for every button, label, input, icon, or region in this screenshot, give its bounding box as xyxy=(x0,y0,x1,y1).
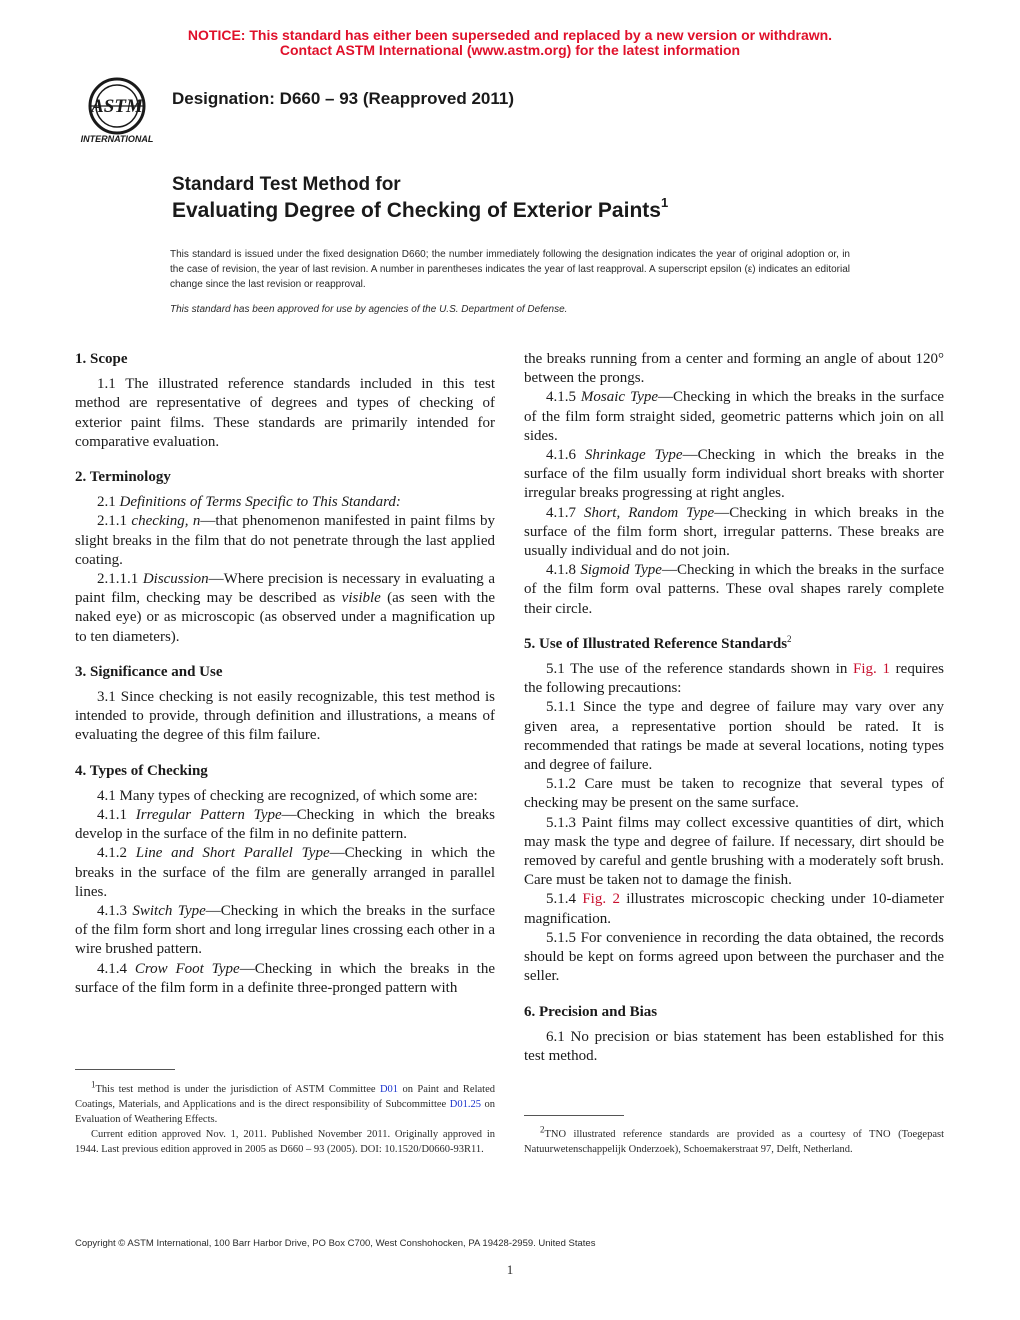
para-4-1-3-text: —Checking in which the breaks in the surface of the film form short and long irregular lines crossing each other in a wire brushed pattern. xyxy=(75,903,495,958)
section-5-title: 5. Use of Illustrated Reference Standards xyxy=(524,635,788,652)
footnote-2-text: TNO illustrated reference standards are provided as a courtesy of TNO (Toegepast Natuurwetenschappelijk Onderzoek), Schoemakerstraat 97, Delft, Netherland. xyxy=(524,1129,944,1155)
para-4-1-3 xyxy=(75,902,495,960)
section-2-heading: 2. Terminology xyxy=(75,469,171,486)
title-line-2 xyxy=(172,197,668,223)
para-4-1-4-text: —Checking in which the breaks in the surface of the film form in a definite three-pronged pattern with xyxy=(75,960,495,996)
section-3-heading: 3. Significance and Use xyxy=(75,663,223,680)
para-4-1-8 xyxy=(524,561,944,619)
notice-line-1: NOTICE: This standard has either been superseded and replaced by a new version or withdrawn. xyxy=(187,27,833,43)
para-4-1-6 xyxy=(524,446,944,504)
footnote-1-para-1 xyxy=(75,1079,495,1127)
para-4-1: 4.1 Many types of checking are recognized, of which some are: xyxy=(97,787,478,804)
para-4-1-8-term: Sigmoid Type xyxy=(580,562,662,579)
footnote-2-mark: 2 xyxy=(540,1124,545,1135)
para-5-1-text-b: requires the following precautions: xyxy=(524,661,944,697)
footnote-1 xyxy=(75,1079,495,1157)
para-4-1-2-term: Line and Short Parallel Type xyxy=(135,845,330,862)
para-5-1-4 xyxy=(524,890,944,928)
para-5-1-5: 5.1.5 For convenience in recording the data obtained, the records should be kept on forms agreed upon between the purchaser and the seller. xyxy=(524,929,944,985)
para-4-1-7-num: 4.1.7 xyxy=(546,504,584,521)
intro-issued: This standard is issued under the fixed designation D660; the number immediately following the designation indicates the year of original adoption or, in the case of revision, the year of last revision. A number in parentheses indicates the year of last reapproval. A superscript epsilon (ε) indicates an editorial change since the last revision or reapproval. xyxy=(170,249,850,290)
para-4-1-4-num: 4.1.4 xyxy=(97,960,135,977)
para-4-1-6-num: 4.1.6 xyxy=(546,447,585,464)
para-2-1-1-1-visible: visible xyxy=(341,590,381,607)
para-4-1-3-term: Switch Type xyxy=(132,903,206,920)
footnote-1-para-2: Current edition approved Nov. 1, 2011. Published November 2011. Originally approved in 1944. Last previous edition approved in 2005 as D660 – 93 (2005). DOI: 10.1520/D0660-93R11. xyxy=(75,1129,495,1155)
para-4-1-7 xyxy=(524,504,944,562)
para-2-1-1-num: 2.1.1 xyxy=(97,513,132,530)
para-3-1: 3.1 Since checking is not easily recognizable, this test method is intended to provide, through definition and illustrations, a means of evaluating the degree of this film failure. xyxy=(75,689,495,744)
section-4-heading: 4. Types of Checking xyxy=(75,762,208,779)
section-6-heading: 6. Precision and Bias xyxy=(524,1003,658,1020)
para-4-1-8-num: 4.1.8 xyxy=(546,562,581,579)
footnote-rule-right xyxy=(524,1115,624,1116)
para-2-1-1-1-text-a: —Where precision is necessary in evaluating a paint film, checking may be described as xyxy=(75,571,496,607)
para-4-1-6-text: —Checking in which the breaks in the surface of the film usually form individual short breaks with shorter irregular breaks progressing at right angles. xyxy=(524,447,945,502)
para-5-1-text-a: 5.1 The use of the reference standards shown in xyxy=(546,661,854,678)
para-6-1: 6.1 No precision or bias statement has been established for this test method. xyxy=(524,1028,944,1064)
para-2-1 xyxy=(75,493,495,512)
para-4-1-1-text: —Checking in which the breaks develop in the surface of the film in no definite pattern. xyxy=(75,807,495,843)
para-4-1-5-num: 4.1.5 xyxy=(546,389,581,406)
title-line-1: Standard Test Method for xyxy=(172,174,401,195)
title-text: Evaluating Degree of Checking of Exterior Paints xyxy=(172,199,661,222)
para-5-1-2: 5.1.2 Care must be taken to recognize that several types of checking may be present on the same surface. xyxy=(524,776,944,812)
para-4-1-6-term: Shrinkage Type xyxy=(584,447,683,464)
para-4-1-5 xyxy=(524,388,944,446)
para-4-1-1-num: 4.1.1 xyxy=(97,807,136,824)
para-5-1-1: 5.1.1 Since the type and degree of failure may vary over any given area, a representative portion should be rated. It is recommended that ratings be made at several locations, noting types and degree of failure. xyxy=(524,699,944,774)
para-4-1-4 xyxy=(75,960,495,998)
para-4-1-5-text: —Checking in which the breaks in the surface of the film form straight sided, geometric patterns which join on all sides. xyxy=(524,389,945,444)
designation: Designation: D660 – 93 (Reapproved 2011) xyxy=(172,89,515,108)
section-5-footnote-mark: 2 xyxy=(787,633,792,644)
para-5-1-3: 5.1.3 Paint films may collect excessive quantities of dirt, which may mask the type and degree of failure. If necessary, dirt should be removed by careful and gentle brushing with a moderately soft brush. Care must be taken not to damage the finish. xyxy=(524,814,944,889)
para-4-1-8-text: —Checking in which the breaks in the surface of the film form oval patterns. These oval shapes rarely complete their circle. xyxy=(524,562,944,617)
para-2-1-term: Definitions of Terms Specific to This Standard: xyxy=(119,494,401,511)
title-footnote-mark: 1 xyxy=(660,195,669,210)
section-1-heading: 1. Scope xyxy=(75,351,128,367)
para-5-1-4-num: 5.1.4 xyxy=(546,891,583,908)
copyright: Copyright © ASTM International, 100 Barr Harbor Drive, PO Box C700, West Conshohocken, PA 19428-2959. United States xyxy=(75,1238,596,1249)
para-4-1-3-num: 4.1.3 xyxy=(97,903,133,920)
committee-d01-link[interactable]: D01 xyxy=(379,1084,399,1095)
section-5-heading xyxy=(524,635,944,654)
para-4-1-7-text: —Checking in which breaks in the surface of the film form short, irregular patterns. These breaks are usually individual and do not join. xyxy=(524,504,944,560)
para-2-1-1-1-num: 2.1.1.1 xyxy=(97,571,143,588)
footnote-1-mark: 1 xyxy=(91,1079,96,1090)
footnote-2-para xyxy=(524,1124,944,1157)
para-2-1-1-1-text-b: (as seen with the naked eye) or as microscopic (as observed under a magnification up to ten diameters). xyxy=(75,590,495,645)
para-4-1-1-term: Irregular Pattern Type xyxy=(135,807,282,824)
para-2-1-1-text: —that phenomenon manifested in paint films by slight breaks in the film that do not penetrate through the last applied coating. xyxy=(75,513,496,568)
para-4-1-2 xyxy=(75,844,495,902)
para-2-1-1 xyxy=(75,512,495,570)
para-5-1-4-text: illustrates microscopic checking under 10-diameter magnification. xyxy=(524,891,945,927)
footnote-1-text-a: This test method is under the jurisdiction of ASTM Committee xyxy=(95,1084,380,1095)
para-4-1-4-continued: the breaks running from a center and forming an angle of about 120° between the prongs. xyxy=(524,351,944,387)
para-1-1: 1.1 The illustrated reference standards included in this test method are representative of degrees and types of checking of exterior paint films. These standards are primarily intended for comparative evaluation. xyxy=(75,376,495,450)
fig-1-link[interactable]: Fig. 1 xyxy=(853,661,890,678)
para-4-1-7-term: Short, Random Type xyxy=(583,504,715,521)
notice-line-2: Contact ASTM International (www.astm.org) for the latest information xyxy=(279,42,741,58)
astm-logo xyxy=(74,76,160,146)
para-5-1 xyxy=(524,660,944,698)
fig-2-link[interactable]: Fig. 2 xyxy=(582,891,620,908)
para-2-1-num: 2.1 xyxy=(97,494,120,511)
logo-org: INTERNATIONAL xyxy=(80,134,154,144)
para-2-1-1-1 xyxy=(75,570,495,647)
footnote-1-text-b: on Paint and Related Coatings, Materials, and Applications and is the direct responsibility of Subcommittee xyxy=(75,1084,495,1110)
para-4-1-5-term: Mosaic Type xyxy=(580,389,659,406)
footnote-rule-left xyxy=(75,1069,175,1070)
footnote-1-text-c: on Evaluation of Weathering Effects. xyxy=(75,1099,495,1125)
para-4-1-4-term: Crow Foot Type xyxy=(134,960,240,977)
para-4-1-2-text: —Checking in which the breaks in the surface of the film are generally arranged in parallel lines. xyxy=(75,845,496,900)
subcommittee-d01-25-link[interactable]: D01.25 xyxy=(449,1099,481,1110)
right-column xyxy=(524,350,944,1066)
para-2-1-1-term: checking, n xyxy=(131,513,201,530)
para-4-1-2-num: 4.1.2 xyxy=(97,845,136,862)
intro-approved: This standard has been approved for use by agencies of the U.S. Department of Defense. xyxy=(170,304,568,315)
page-number: 1 xyxy=(506,1262,514,1277)
astm-logo-icon xyxy=(74,76,160,146)
logo-letters: ASTM xyxy=(91,96,143,117)
footnote-2 xyxy=(524,1124,944,1157)
left-column xyxy=(75,350,495,998)
para-2-1-1-1-term: Discussion xyxy=(142,571,209,588)
para-4-1-1 xyxy=(75,806,495,844)
